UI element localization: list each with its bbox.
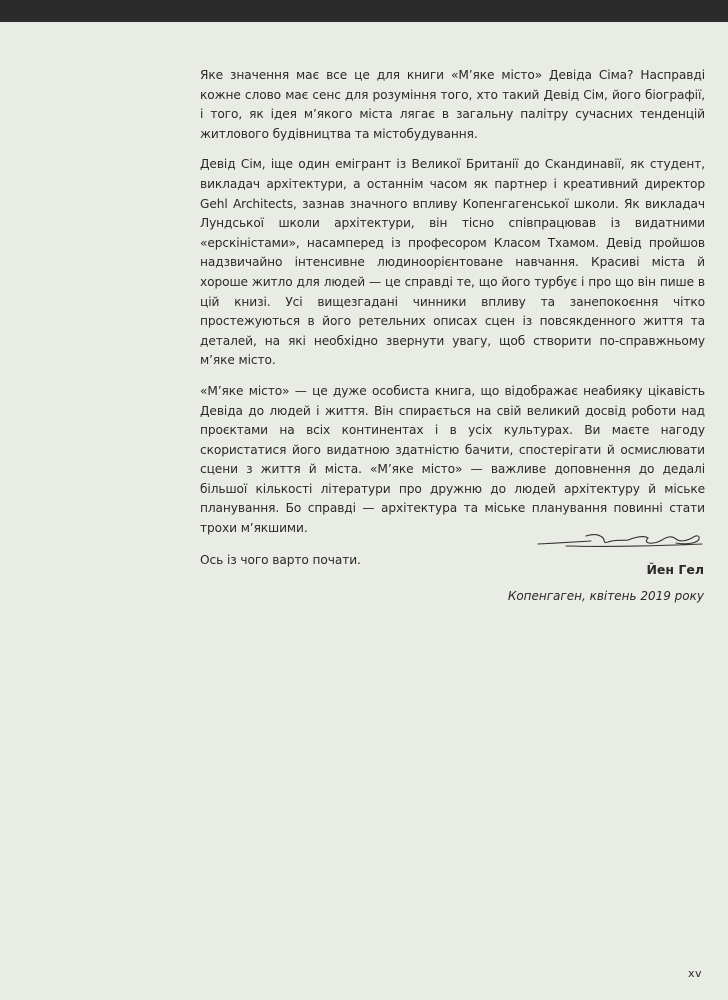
author-name: Йен Гел (646, 562, 704, 577)
location-date: Копенгаген, квітень 2019 року (507, 589, 704, 603)
paragraph-1: Яке значення має все це для книги «М’яке місто» Девіда Сіма? Насправді кожне слово має сенс для розуміння того, хто такий Девід Сім, його біографії, і того, як ідея м’якого міста лягає в загальну палітру сучасних тенденцій житлового будівництва та містобудування. (200, 68, 705, 141)
paragraph-3: «М’яке місто» — це дуже особиста книга, що відображає неабияку цікавість Девіда до людей і життя. Він спирається на свій великий досвід роботи над проєктами на всіх континентах і в усіх культурах. Ви маєте нагоду скористатися його видатною здатністю бачити, спостерігати й осмислювати сцени з життя й міста. «М’яке місто» — важливе доповнення до дедалі більшої кількості літератури про дружню до людей архітектуру й міське планування. Бо справді — архітектура та міське планування повинні стати трохи м’якшими. (200, 383, 705, 536)
paragraph-2: Девід Сім, іще один емігрант із Великої Британії до Скандинавії, як студент, викладач архітектури, а останнім часом як партнер і креативний директор Gehl Architects, зазнав значного впливу Копенгагенської школи. Як викладач Лундської школи архітектури, він тісно співпрацював із видатними «ерскіністами», насамперед із професором Класом Тхамом. Девід пройшов надзвичайно інтенсивне людиноорієнтоване навчання. Красиві міста й хороше житло для людей — це справді те, що його турбує і про що він пише в цій книзі. Усі вищезгадані чинники впливу та занепокоєння чітко простежуються в його ретельних описах сцен із повсякденного життя та деталей, на які необхідно звернути увагу, щоб створити по-справжньому м’яке місто. (200, 157, 705, 368)
paragraph-4: Ось із чого варто почати. (200, 552, 361, 567)
body-text (200, 66, 705, 581)
book-page (0, 22, 728, 1000)
page-number: xv (687, 967, 702, 980)
handwritten-signature (536, 526, 706, 552)
